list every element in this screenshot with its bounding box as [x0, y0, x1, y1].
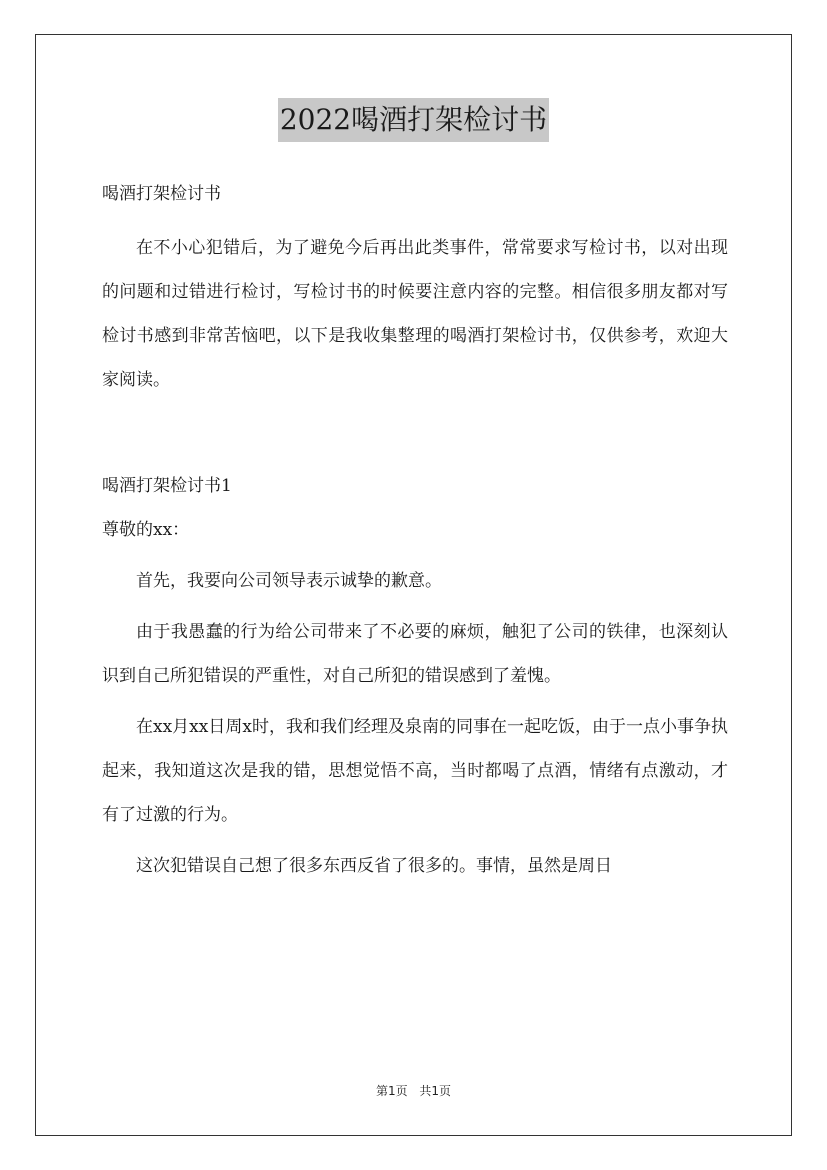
- title-container: [0, 98, 827, 142]
- page-footer: [0, 1082, 827, 1099]
- salutation: 尊敬的xx：: [102, 520, 190, 540]
- document-body: [102, 172, 728, 888]
- page-number: 第1页: [375, 1084, 408, 1098]
- intro-paragraph: 在不小心犯错后，为了避免今后再出此类事件，常常要求写检讨书，以对出现的问题和过错进行检讨，写检讨书的时候要注意内容的完整。相信很多朋友都对写检讨书感到非常苦恼吧，以下是我收集整理的喝酒打架检讨书，仅供参考，欢迎大家阅读。: [102, 238, 728, 390]
- paragraph-mistake: 由于我愚蠢的行为给公司带来了不必要的麻烦，触犯了公司的铁律，也深刻认识到自己所犯错误的严重性，对自己所犯的错误感到了羞愧。: [102, 622, 728, 686]
- paragraph-reflection: 这次犯错误自己想了很多东西反省了很多的。事情，虽然是周日: [136, 856, 612, 876]
- paragraph-incident: 在xx月xx日周x时，我和我们经理及泉南的同事在一起吃饭，由于一点小事争执起来，我知道这次是我的错，思想觉悟不高，当时都喝了点酒，情绪有点激动，才有了过激的行为。: [102, 717, 728, 825]
- section-heading-1: 喝酒打架检讨书1: [102, 476, 232, 496]
- paragraph-apology: 首先，我要向公司领导表示诚挚的歉意。: [136, 571, 442, 591]
- section-heading-intro: 喝酒打架检讨书: [102, 184, 221, 204]
- page-total: 共1页: [419, 1084, 452, 1098]
- document-title: 2022喝酒打架检讨书: [278, 98, 549, 142]
